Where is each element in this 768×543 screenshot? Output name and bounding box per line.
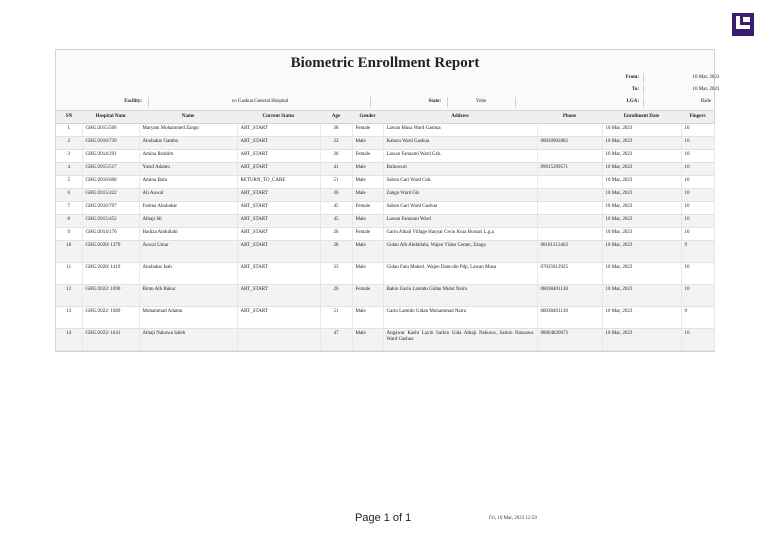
table-cell: 38 xyxy=(320,124,352,137)
table-cell: 26 xyxy=(320,285,352,307)
divider xyxy=(447,97,448,107)
table-cell: Female xyxy=(352,150,383,163)
table-cell: 41 xyxy=(320,163,352,176)
table-cell: Male xyxy=(352,263,383,285)
table-cell: 51 xyxy=(320,307,352,329)
page-number: Page 1 of 1 xyxy=(355,512,412,524)
table-cell: 28 xyxy=(320,241,352,263)
table-cell: 12 xyxy=(56,285,82,307)
table-cell: Female xyxy=(352,202,383,215)
table-cell: 9 xyxy=(681,307,714,329)
table-row xyxy=(56,189,714,202)
table-cell: Ali Auwal xyxy=(139,189,237,202)
table-cell: Sabon Gari Ward Gsh. xyxy=(383,176,537,189)
table-cell: Angawar Kashi Layin Sarkin Gida Alhaji Nakuwa, Sarkin Hausawa Ward Gashua xyxy=(383,329,537,351)
table-cell: GHG/2016/707 xyxy=(82,202,139,215)
table-cell: GHG/2016/608 xyxy=(82,176,139,189)
table-cell: 08064820073 xyxy=(537,329,602,351)
from-label: From: xyxy=(625,75,639,80)
table-cell: Aminu Bala xyxy=(139,176,237,189)
table-cell: Zango Ward Gls xyxy=(383,189,537,202)
table-cell: ART_START xyxy=(237,215,320,228)
table-cell: 10 Mar, 2023 xyxy=(602,329,681,351)
table-cell: 10 Mar, 2023 xyxy=(602,150,681,163)
table-cell: GHG/2016/739 xyxy=(82,137,139,150)
table-cell: 10 Mar, 2023 xyxy=(602,241,681,263)
table-cell: GHG/2014/176 xyxy=(82,228,139,241)
state-label: State: xyxy=(428,99,441,104)
facility-label: Facility: xyxy=(124,99,142,104)
table-cell: 14 xyxy=(56,329,82,351)
table-cell: 10 Mar, 2023 xyxy=(602,263,681,285)
table-cell: 10 Mar, 2023 xyxy=(602,124,681,137)
column-header: Address xyxy=(383,111,537,124)
column-header: SN xyxy=(56,111,82,124)
table-row xyxy=(56,176,714,189)
table-cell: RETURN_TO_CARE xyxy=(237,176,320,189)
table-cell: GHG/2015/506 xyxy=(82,124,139,137)
table-cell: 10 xyxy=(681,150,714,163)
table-row xyxy=(56,163,714,176)
lga-label: LGA: xyxy=(626,99,639,104)
table-row xyxy=(56,137,714,150)
table-cell: Muhammad Adamu xyxy=(139,307,237,329)
table-cell: ART_START xyxy=(237,241,320,263)
report-filters xyxy=(56,72,720,110)
table-cell: 26 xyxy=(320,150,352,163)
table-cell: 10 Mar, 2023 xyxy=(602,202,681,215)
table-cell: Hadiza Abdullahi xyxy=(139,228,237,241)
table-cell: 10 Mar, 2023 xyxy=(602,228,681,241)
table-cell: ART_START xyxy=(237,150,320,163)
table-cell: GHG/2020/ 1379 xyxy=(82,241,139,263)
divider xyxy=(370,97,371,107)
table-cell: 13 xyxy=(56,307,82,329)
table-cell: Alhaji Idi xyxy=(139,215,237,228)
enrollment-table xyxy=(56,110,715,351)
column-header: Name xyxy=(139,111,237,124)
from-value: 10 Mar, 2023 xyxy=(692,75,720,80)
table-cell: Lawan Musa Ward Gashua xyxy=(383,124,537,137)
table-cell: Male xyxy=(352,137,383,150)
table-cell: Male xyxy=(352,329,383,351)
table-cell: 3 xyxy=(56,150,82,163)
table-cell: Gidan Alh Abdullahi, Wajen Video Center, Zango xyxy=(383,241,537,263)
table-cell: ART_START xyxy=(237,202,320,215)
table-cell: 45 xyxy=(320,202,352,215)
table-cell: Male xyxy=(352,215,383,228)
table-cell: GHG/2015/422 xyxy=(82,189,139,202)
report-panel xyxy=(55,49,720,352)
table-cell: ART_START xyxy=(237,307,320,329)
table-cell: GHG/2022/ 1689 xyxy=(82,307,139,329)
table-cell: 8 xyxy=(56,215,82,228)
table-cell: 11 xyxy=(56,263,82,285)
table-cell xyxy=(537,176,602,189)
table-cell: 10 xyxy=(681,137,714,150)
table-cell: 26 xyxy=(320,228,352,241)
table-cell: GHG/2022/ 1690 xyxy=(82,285,139,307)
table-cell: GHG/2020/ 1419 xyxy=(82,263,139,285)
table-row xyxy=(56,307,714,329)
table-cell xyxy=(237,329,320,351)
table-cell: 6 xyxy=(56,189,82,202)
table-cell: Garin Lamido Gidan Muhammad Naira xyxy=(383,307,537,329)
column-header: Gender xyxy=(352,111,383,124)
table-cell: Bintu Alh Bukar xyxy=(139,285,237,307)
table-cell: 10 Mar, 2023 xyxy=(602,285,681,307)
table-cell: Yusuf Adamu xyxy=(139,163,237,176)
table-cell xyxy=(537,228,602,241)
state-value: Yobe xyxy=(475,99,487,104)
table-cell: 10 Mar, 2023 xyxy=(602,137,681,150)
table-row xyxy=(56,263,714,285)
table-cell: Alhaji Nakuwa Saleh xyxy=(139,329,237,351)
table-cell: 10 xyxy=(681,189,714,202)
column-header: Age xyxy=(320,111,352,124)
table-cell xyxy=(537,215,602,228)
table-cell: ART_START xyxy=(237,228,320,241)
table-cell: 32 xyxy=(320,137,352,150)
table-cell: 10 Mar, 2023 xyxy=(602,307,681,329)
table-cell: 9 xyxy=(681,241,714,263)
table-cell: 10 Mar, 2023 xyxy=(602,189,681,202)
column-header: Phone xyxy=(537,111,602,124)
table-cell: ART_START xyxy=(237,163,320,176)
table-cell: Maryam Mohammed Zango xyxy=(139,124,237,137)
table-cell: ART_START xyxy=(237,285,320,307)
table-cell: Female xyxy=(352,228,383,241)
table-row xyxy=(56,241,714,263)
table-cell: 10 xyxy=(681,124,714,137)
divider xyxy=(643,85,644,95)
table-cell: 7 xyxy=(56,202,82,215)
table-cell: 10 xyxy=(681,228,714,241)
table-cell: 10 xyxy=(681,329,714,351)
table-cell: 45 xyxy=(320,215,352,228)
table-cell: Gidan Fatu Makeri, Wajen Dam-din Pdp, Lawan Musa xyxy=(383,263,537,285)
report-title: Biometric Enrollment Report xyxy=(290,55,480,71)
table-cell: Male xyxy=(352,241,383,263)
table-cell: 10 xyxy=(681,163,714,176)
table-cell: Garin Alkali Village Hanyar Gwio Kura Bursari L.g.a xyxy=(383,228,537,241)
table-cell: Fatima Abubakar xyxy=(139,202,237,215)
table-cell xyxy=(537,124,602,137)
table-cell: 9 xyxy=(56,228,82,241)
table-cell: 10 xyxy=(681,263,714,285)
lga-value: Bade xyxy=(700,99,712,104)
table-cell: 36 xyxy=(320,189,352,202)
table-cell: 10 Mar, 2023 xyxy=(602,215,681,228)
table-cell: ART_START xyxy=(237,124,320,137)
table-header-row xyxy=(56,111,714,124)
column-header: Current Status xyxy=(237,111,320,124)
table-cell xyxy=(537,150,602,163)
table-cell: Lawan Fannami Ward xyxy=(383,215,537,228)
table-cell: Amina Ibrahim xyxy=(139,150,237,163)
column-header: Hospital Num xyxy=(82,111,139,124)
table-cell: 47 xyxy=(320,329,352,351)
table-cell: 08030902882 xyxy=(537,137,602,150)
table-cell: 07035812925 xyxy=(537,263,602,285)
table-row xyxy=(56,228,714,241)
table-cell: ART_START xyxy=(237,189,320,202)
table-cell: 2 xyxy=(56,137,82,150)
table-cell: Bakin Garin Lamido Gidan Muhd Naira xyxy=(383,285,537,307)
divider xyxy=(515,97,516,107)
table-cell: Sabon Gari Ward Gashua xyxy=(383,202,537,215)
printed-timestamp: Fri, 10 Mar, 2023 12:59 xyxy=(489,516,537,521)
table-cell: 10 Mar, 2023 xyxy=(602,176,681,189)
table-cell: Abubakar Isah xyxy=(139,263,237,285)
table-cell: 10 xyxy=(56,241,82,263)
table-cell: Auwal Umar xyxy=(139,241,237,263)
table-cell: 4 xyxy=(56,163,82,176)
table-cell xyxy=(537,202,602,215)
table-cell: Male xyxy=(352,189,383,202)
table-cell: 08181213463 xyxy=(537,241,602,263)
table-row xyxy=(56,124,714,137)
table-cell: 10 xyxy=(681,202,714,215)
table-cell: Bultuwuri xyxy=(383,163,537,176)
facility-value: yo Gashua General Hospital xyxy=(231,99,289,104)
table-cell: Male xyxy=(352,176,383,189)
to-value: 10 Mar, 2023 xyxy=(692,87,720,92)
table-cell: Female xyxy=(352,285,383,307)
table-cell: GHG/2014/291 xyxy=(82,150,139,163)
table-cell: 33 xyxy=(320,263,352,285)
column-header: Fingers xyxy=(681,111,714,124)
table-row xyxy=(56,215,714,228)
app-logo-icon xyxy=(732,13,754,36)
column-header: Enrollment Date xyxy=(602,111,681,124)
table-cell: 10 Mar, 2023 xyxy=(602,163,681,176)
table-cell: Abubakar Gambo xyxy=(139,137,237,150)
table-cell: GHG/2015/452 xyxy=(82,215,139,228)
table-row xyxy=(56,150,714,163)
table-cell: GHG/2015/517 xyxy=(82,163,139,176)
table-row xyxy=(56,202,714,215)
table-cell: 5 xyxy=(56,176,82,189)
table-cell: 1 xyxy=(56,124,82,137)
table-cell xyxy=(537,189,602,202)
table-row xyxy=(56,285,714,307)
table-cell: Lawan Fannami Ward Gsh. xyxy=(383,150,537,163)
table-cell: ART_START xyxy=(237,263,320,285)
table-cell: Female xyxy=(352,124,383,137)
table-cell: 51 xyxy=(320,176,352,189)
table-cell: 08038401138 xyxy=(537,307,602,329)
table-cell: 09015399571 xyxy=(537,163,602,176)
divider xyxy=(643,97,644,107)
divider xyxy=(643,73,644,83)
table-row xyxy=(56,329,714,351)
to-label: To: xyxy=(631,87,639,92)
table-cell: ART_START xyxy=(237,137,320,150)
table-cell: 10 xyxy=(681,285,714,307)
table-cell: Male xyxy=(352,307,383,329)
divider xyxy=(148,97,149,107)
table-cell: GHG/2022/ 1641 xyxy=(82,329,139,351)
table-cell: 10 xyxy=(681,176,714,189)
table-cell: 08038401138 xyxy=(537,285,602,307)
table-cell: Male xyxy=(352,163,383,176)
table-cell: 10 xyxy=(681,215,714,228)
table-cell: Katuzu Ward Gashua xyxy=(383,137,537,150)
